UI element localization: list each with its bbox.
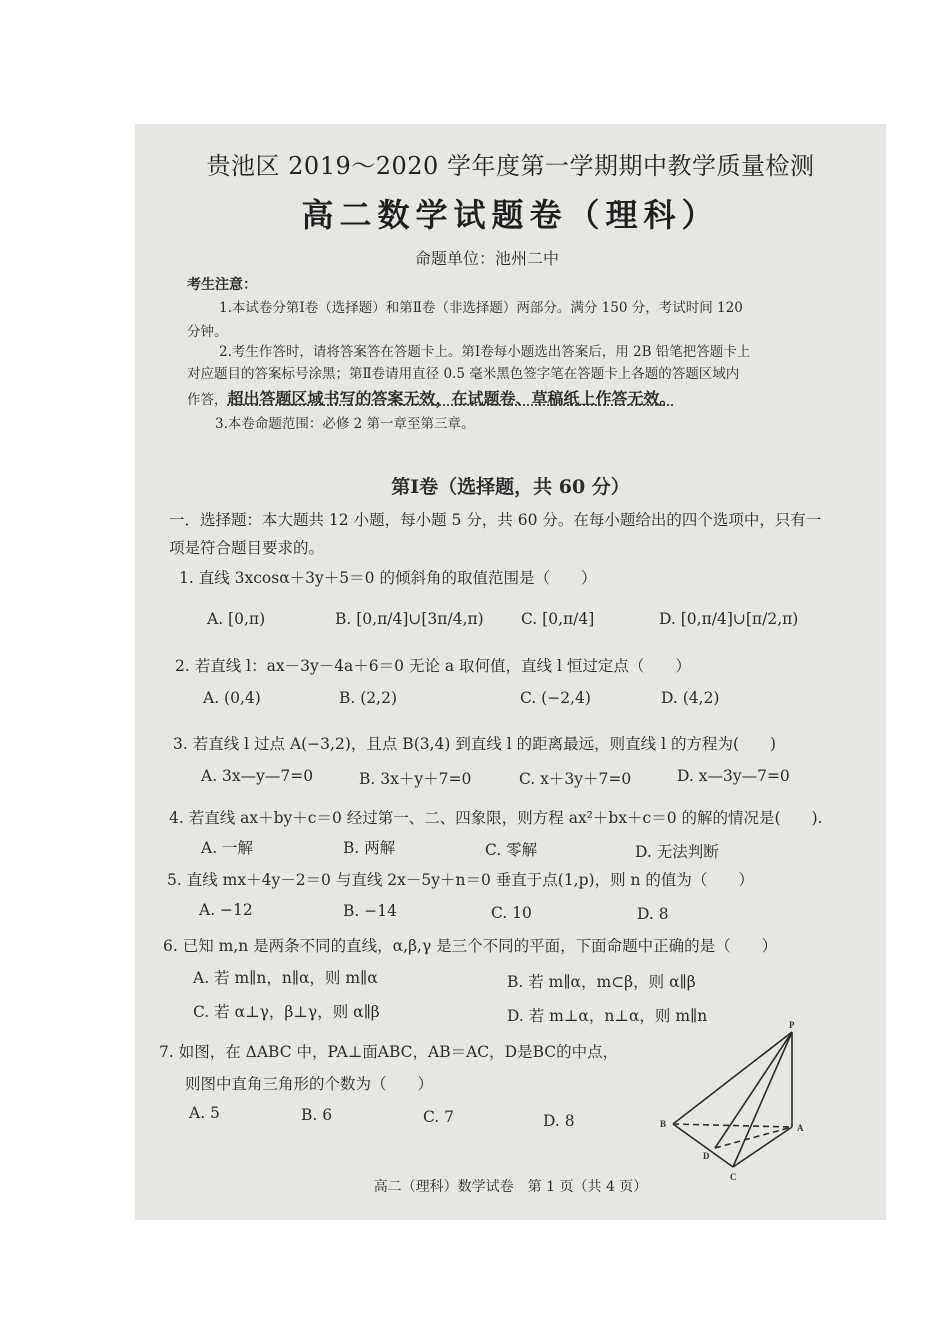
q1-option-a: A. [0,π) bbox=[207, 610, 266, 628]
q2-option-a: A. (0,4) bbox=[203, 689, 261, 707]
note-1b: 分钟。 bbox=[187, 324, 228, 340]
exam-title-line2: 高二数学试题卷（理科） bbox=[301, 196, 720, 234]
question-2: 2. 若直线 l：ax－3y－4a＋6＝0 无论 a 取何值，直线 l 恒过定点（ ） bbox=[175, 657, 691, 675]
note-1a: 1.本试卷分第Ⅰ卷（选择题）和第Ⅱ卷（非选择题）两部分。满分 150 分，考试时间 120 bbox=[219, 300, 743, 316]
note-3: 3.本卷命题范围：必修 2 第一章至第三章。 bbox=[215, 416, 475, 432]
q3-option-c: C. x＋3y＋7=0 bbox=[519, 770, 632, 788]
q5-option-b: B. −14 bbox=[343, 902, 397, 920]
notes-heading: 考生注意： bbox=[187, 277, 257, 293]
label-a: A bbox=[797, 1123, 804, 1133]
label-c: C bbox=[730, 1172, 737, 1182]
q4-option-b: B. 两解 bbox=[343, 839, 396, 857]
q6-option-c: C. 若 α⊥γ，β⊥γ，则 α∥β bbox=[193, 1003, 380, 1021]
q2-option-c: C. (−2,4) bbox=[520, 689, 591, 707]
q5-option-c: C. 10 bbox=[491, 904, 532, 922]
q4-option-a: A. 一解 bbox=[201, 839, 254, 857]
q1-option-b: B. [0,π/4]∪[3π/4,π) bbox=[335, 610, 484, 628]
setter-unit: 命题单位：池州二中 bbox=[415, 249, 560, 268]
edge-ba-dashed bbox=[673, 1124, 792, 1127]
q7-option-a: A. 5 bbox=[189, 1104, 220, 1122]
q3-option-b: B. 3x＋y＋7=0 bbox=[359, 770, 472, 788]
q4-option-c: C. 零解 bbox=[485, 841, 538, 859]
question-3: 3. 若直线 l 过点 A(−3,2)，且点 B(3,4) 到直线 l 的距离最远，则直线 l 的方程为( ) bbox=[173, 735, 777, 753]
q7-option-d: D. 8 bbox=[543, 1112, 575, 1130]
q5-option-d: D. 8 bbox=[637, 905, 669, 923]
q6-option-b: B. 若 m∥α，m⊂β，则 α∥β bbox=[507, 973, 696, 991]
question-4: 4. 若直线 ax＋by＋c＝0 经过第一、二、四象限，则方程 ax²＋bx＋c＝0 的解的情况是( ). bbox=[169, 809, 823, 827]
note-2c-prefix: 作答， bbox=[187, 392, 228, 408]
question-1: 1. 直线 3xcosα＋3y＋5＝0 的倾斜角的取值范围是（ ） bbox=[179, 569, 597, 587]
q2-option-d: D. (4,2) bbox=[661, 689, 720, 707]
edge-pd bbox=[715, 1032, 792, 1148]
q1-option-d: D. [0,π/4]∪[π/2,π) bbox=[659, 610, 799, 628]
exam-title-line1: 贵池区 2019～2020 学年度第一学期期中教学质量检测 bbox=[206, 152, 815, 180]
note-2b: 对应题目的答案标号涂黑；第Ⅱ卷请用直径 0.5 毫米黑色签字笔在答题卡上各题的答题区域内 bbox=[187, 366, 740, 382]
note-2a: 2.考生作答时，请将答案答在答题卡上。第Ⅰ卷每小题选出答案后，用 2B 铅笔把答题卡上 bbox=[219, 344, 751, 360]
q2-option-b: B. (2,2) bbox=[339, 689, 397, 707]
note-2c-emphasis: 超出答题区域书写的答案无效，在试题卷、草稿纸上作答无效。 bbox=[227, 389, 676, 408]
q1-option-c: C. [0,π/4] bbox=[521, 610, 595, 628]
section-intro-b: 项是符合题目要求的。 bbox=[169, 539, 325, 557]
label-d: D bbox=[703, 1151, 710, 1161]
label-b: B bbox=[660, 1119, 667, 1129]
question-7-line2: 则图中直角三角形的个数为（ ） bbox=[185, 1075, 434, 1093]
label-p: P bbox=[789, 1020, 795, 1030]
q3-option-d: D. x—3y—7=0 bbox=[677, 767, 790, 785]
question-7-line1: 7. 如图，在 ΔABC 中，PA⊥面ABC，AB＝AC，D是BC的中点， bbox=[159, 1043, 619, 1061]
q3-option-a: A. 3x—y—7=0 bbox=[201, 767, 314, 785]
section-title: 第Ⅰ卷（选择题，共 60 分） bbox=[391, 476, 630, 498]
edge-pb bbox=[673, 1032, 792, 1124]
q6-option-d: D. 若 m⊥α，n⊥α，则 m∥n bbox=[507, 1007, 708, 1025]
note-2c bbox=[187, 386, 676, 409]
question-6: 6. 已知 m,n 是两条不同的直线，α,β,γ 是三个不同的平面，下面命题中正确的是（ ） bbox=[163, 937, 778, 955]
q7-option-c: C. 7 bbox=[423, 1108, 455, 1126]
exam-page bbox=[135, 124, 886, 1220]
q7-option-b: B. 6 bbox=[301, 1106, 333, 1124]
q6-option-a: A. 若 m∥n，n∥α，则 m∥α bbox=[193, 969, 378, 987]
question-5: 5. 直线 mx＋4y－2＝0 与直线 2x－5y＋n＝0 垂直于点(1,p)，则 n 的值为（ ） bbox=[167, 871, 754, 889]
pyramid-figure bbox=[655, 1017, 830, 1192]
q5-option-a: A. −12 bbox=[199, 901, 253, 919]
section-intro-a: 一．选择题：本大题共 12 小题，每小题 5 分，共 60 分。在每小题给出的四个选项中，只有一 bbox=[169, 511, 822, 529]
q4-option-d: D. 无法判断 bbox=[635, 843, 719, 861]
page-footer: 高二（理科）数学试卷 第 1 页（共 4 页） bbox=[373, 1179, 648, 1195]
